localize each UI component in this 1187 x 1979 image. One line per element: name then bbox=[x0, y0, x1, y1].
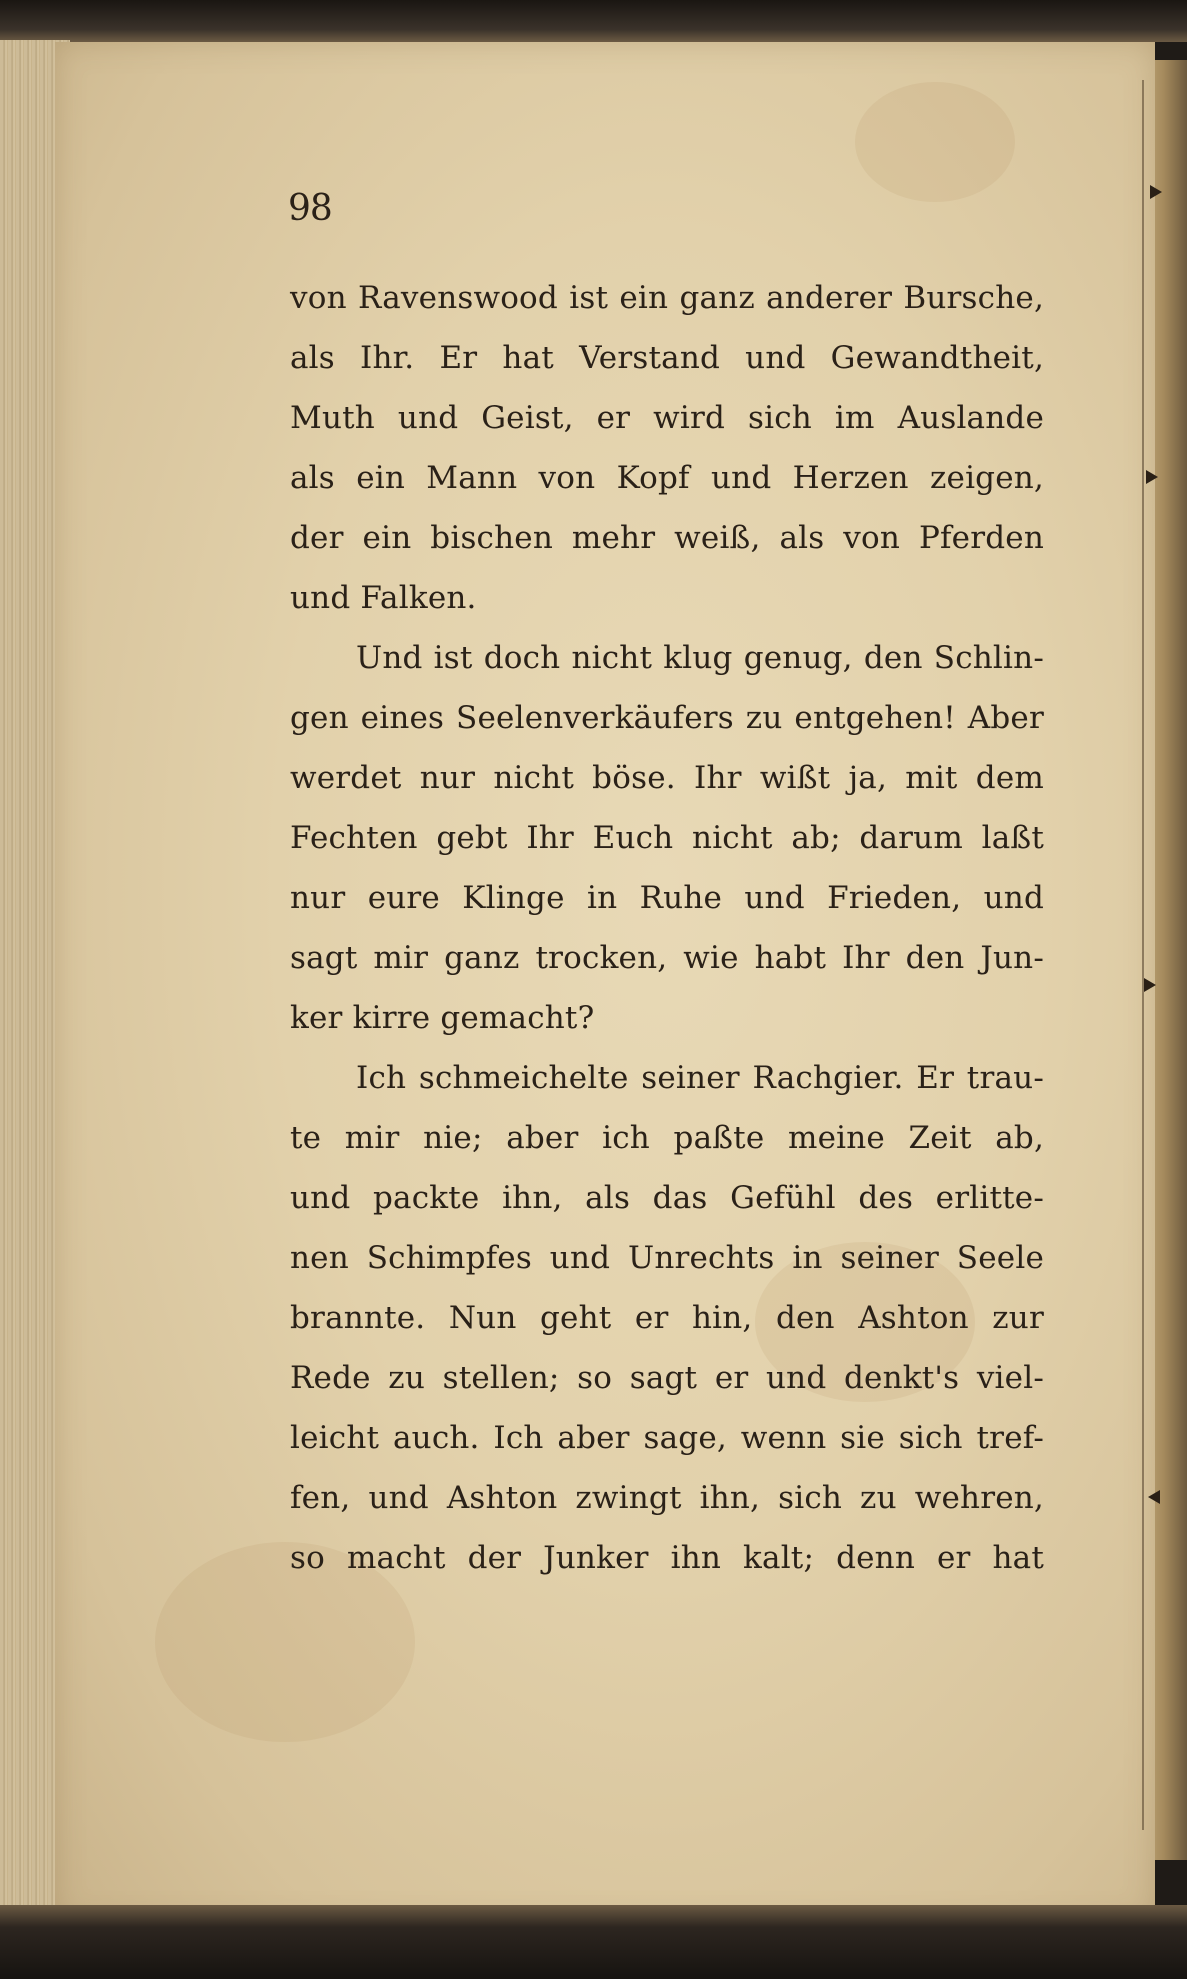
text-line: fen, und Ashton zwingt ihn, sich zu wehren, bbox=[290, 1480, 1044, 1516]
text-line: nur eure Klinge in Ruhe und Frieden, und bbox=[290, 880, 1044, 916]
page-number: 98 bbox=[288, 188, 332, 229]
text-line: sagt mir ganz trocken, wie habt Ihr den Jun- bbox=[290, 940, 1044, 976]
text-line: als ein Mann von Kopf und Herzen zeigen, bbox=[290, 460, 1044, 496]
text-line: Und ist doch nicht klug genug, den Schlin- bbox=[356, 640, 1044, 676]
text-line: nen Schimpfes und Unrechts in seiner Seele bbox=[290, 1240, 1044, 1276]
paper-stain bbox=[855, 82, 1015, 202]
text-line: als Ihr. Er hat Verstand und Gewandtheit, bbox=[290, 340, 1044, 376]
edge-mark bbox=[1146, 470, 1158, 484]
top-binding-shadow bbox=[0, 0, 1187, 42]
text-line: und packte ihn, als das Gefühl des erlitte- bbox=[290, 1180, 1044, 1216]
edge-mark bbox=[1150, 185, 1162, 199]
text-line: te mir nie; aber ich paßte meine Zeit ab, bbox=[290, 1120, 1044, 1156]
text-line: Muth und Geist, er wird sich im Auslande bbox=[290, 400, 1044, 436]
text-line: brannte. Nun geht er hin, den Ashton zur bbox=[290, 1300, 1044, 1336]
text-line: der ein bischen mehr weiß, als von Pferden bbox=[290, 520, 1044, 556]
text-line: und Falken. bbox=[290, 580, 477, 616]
bottom-binding-shadow bbox=[0, 1905, 1187, 1979]
text-line: so macht der Junker ihn kalt; denn er hat bbox=[290, 1540, 1044, 1576]
right-binding-line bbox=[1142, 80, 1144, 1830]
text-line: von Ravenswood ist ein ganz anderer Bursche, bbox=[290, 280, 1044, 316]
text-line: werdet nur nicht böse. Ihr wißt ja, mit dem bbox=[290, 760, 1044, 796]
text-line: leicht auch. Ich aber sage, wenn sie sich tref- bbox=[290, 1420, 1044, 1456]
edge-mark bbox=[1144, 978, 1156, 992]
text-line: Rede zu stellen; so sagt er und denkt's viel- bbox=[290, 1360, 1044, 1396]
page-text-body bbox=[290, 268, 1044, 1588]
text-line: Fechten gebt Ihr Euch nicht ab; darum laßt bbox=[290, 820, 1044, 856]
edge-mark bbox=[1148, 1490, 1160, 1504]
text-line: gen eines Seelenverkäufers zu entgehen! Aber bbox=[290, 700, 1044, 736]
text-line: Ich schmeichelte seiner Rachgier. Er trau- bbox=[356, 1060, 1044, 1096]
text-line: ker kirre gemacht? bbox=[290, 1000, 595, 1036]
